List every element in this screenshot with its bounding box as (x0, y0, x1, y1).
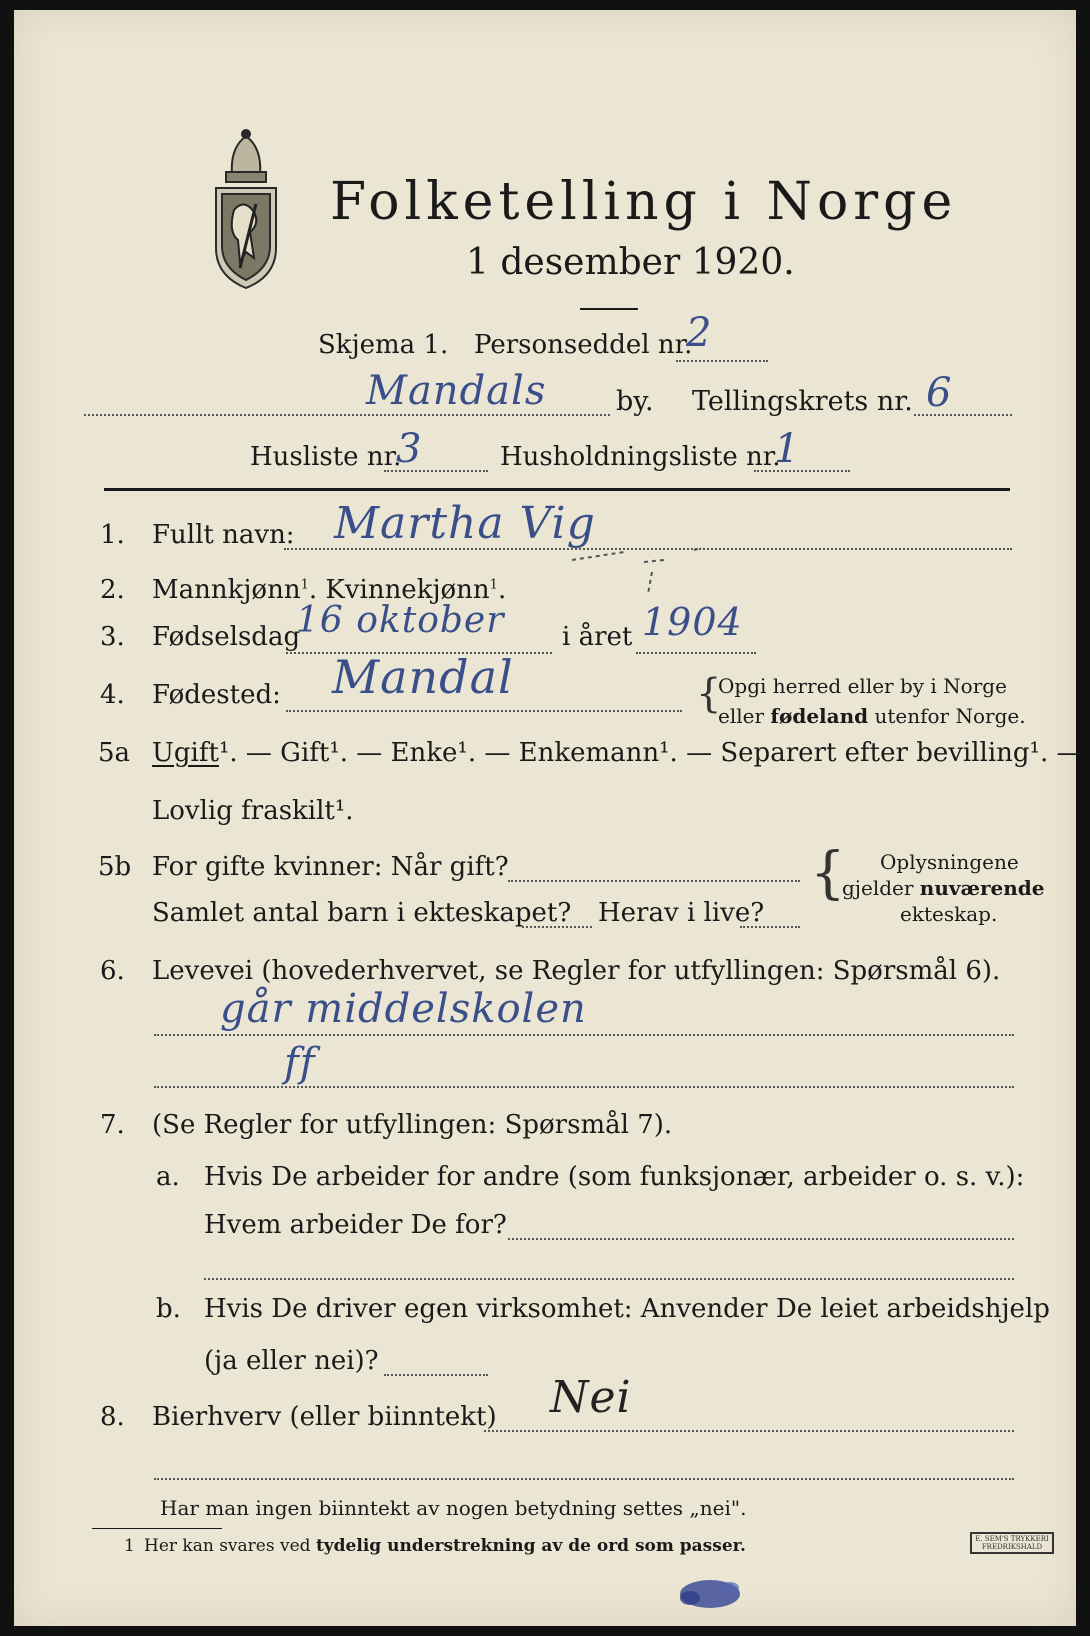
skjema-label: Skjema 1. (318, 330, 449, 360)
town-value: Mandals (366, 368, 547, 414)
q7-number: 7. (100, 1110, 125, 1140)
q8-line-1 (484, 1430, 1014, 1432)
q6-value: går middelskolen (220, 986, 587, 1032)
printer-stamp: E. SEM'S TRYKKERI FREDRIKSHALD (970, 1532, 1054, 1554)
q7a-text: Hvis De arbeider for andre (som funksjonær, arbeider o. s. v.): (204, 1162, 1025, 1192)
q5b-note-2: gjelder nuværende (842, 876, 1045, 900)
q7a-line-2 (204, 1278, 1014, 1280)
q3-label: Fødselsdag (152, 622, 301, 652)
q7b-line (384, 1374, 488, 1376)
personseddel-value: 2 (686, 310, 713, 356)
q8-number: 8. (100, 1402, 125, 1432)
header-rule (104, 488, 1010, 491)
husholdningsliste-label: Husholdningsliste nr. (500, 442, 781, 472)
q4-line (286, 710, 682, 712)
husholdningsliste-line (754, 470, 850, 472)
q1-number: 1. (100, 520, 125, 550)
personseddel-line (676, 360, 768, 362)
census-form-page (14, 10, 1083, 1626)
husliste-label: Husliste nr. (250, 442, 402, 472)
q5b-label-2: Samlet antal barn i ekteskapet? (152, 898, 572, 928)
footnote-text: Her kan svares ved tydelig understrekning av de ord som passer. (144, 1536, 746, 1556)
q2-mann: Mannkjønn (152, 575, 301, 605)
q6-mark: ff (284, 1040, 316, 1086)
q3-year-label: i året (562, 622, 633, 652)
q5a-options: Ugift¹. — Gift¹. — Enke¹. — Enkemann¹. — Separert efter bevilling¹. — (152, 738, 1083, 768)
q3-value: 16 oktober (296, 600, 505, 641)
husholdningsliste-value: 1 (774, 426, 801, 472)
q7a-line-1 (508, 1238, 1014, 1240)
q6-label: Levevei (hovederhvervet, se Regler for utfyllingen: Spørsmål 6). (152, 956, 1001, 986)
q7b-letter: b. (156, 1294, 181, 1324)
q4-note-2: eller fødeland utenfor Norge. (718, 704, 1026, 728)
q8-label: Bierhverv (eller biinntekt) (152, 1402, 497, 1432)
q5b-line-1 (508, 880, 800, 882)
q2-kvinne: Kvinnekjønn (325, 575, 490, 605)
form-title: Folketelling i Norge (330, 172, 958, 232)
q4-label: Fødested: (152, 680, 281, 710)
q7b-label: (ja eller nei)? (204, 1346, 379, 1376)
q6-number: 6. (100, 956, 125, 986)
q8-line-2 (154, 1478, 1014, 1480)
q3-year-line (636, 652, 756, 654)
q5a-line-2: Lovlig fraskilt¹. (152, 796, 354, 826)
q3-number: 3. (100, 622, 125, 652)
q7a-letter: a. (156, 1162, 180, 1192)
footnote-rule (92, 1528, 222, 1529)
q7-label: (Se Regler for utfyllingen: Spørsmål 7). (152, 1110, 673, 1140)
q5b-number: 5b (98, 852, 132, 882)
by-label: by. (616, 386, 654, 417)
q5b-label-1: For gifte kvinner: Når gift? (152, 852, 509, 882)
tellingskrets-value: 6 (926, 370, 953, 416)
q6-line-2 (154, 1086, 1014, 1088)
personseddel-label: Personseddel nr. (474, 330, 693, 360)
tellingskrets-label: Tellingskrets nr. (692, 386, 913, 417)
coat-of-arms-icon (210, 128, 282, 290)
ink-blot-icon (670, 1574, 750, 1614)
q7a-label: Hvem arbeider De for? (204, 1210, 507, 1240)
town-line (84, 414, 610, 416)
husliste-value: 3 (396, 426, 423, 472)
q1-value: Martha Vig (334, 498, 596, 549)
q4-brace: { (696, 671, 722, 717)
pencil-mark-icon (564, 542, 714, 602)
q4-value: Mandal (332, 650, 514, 704)
q5b-brace: { (810, 841, 846, 906)
q5a-ugift-underlined: Ugift (152, 738, 219, 768)
q5b-note-1: Oplysningene (880, 850, 1019, 874)
q5b-label-3: Herav i live? (598, 898, 765, 928)
q7b-text: Hvis De driver egen virksomhet: Anvender De leiet arbeidshjelp (204, 1294, 1050, 1324)
q5b-line-3 (740, 926, 800, 928)
q8-value: Nei (550, 1372, 632, 1423)
footnote-mark: 1 (124, 1536, 135, 1556)
q5a-number: 5a (98, 738, 131, 768)
q5b-note-3: ekteskap. (900, 902, 998, 926)
q5b-line-2 (522, 926, 592, 928)
q2-options: Mannkjønn$^1$. Kvinnekjønn$^1$. (152, 575, 507, 605)
q8-note: Har man ingen biinntekt av nogen betydning settes „nei". (160, 1496, 747, 1520)
q4-note-1: Opgi herred eller by i Norge (718, 674, 1007, 698)
census-date: 1 desember 1920. (466, 242, 795, 283)
title-divider (580, 308, 638, 310)
q3-year-value: 1904 (642, 600, 743, 644)
q1-label: Fullt navn: (152, 520, 295, 550)
q2-number: 2. (100, 575, 125, 605)
q6-line-1 (154, 1034, 1014, 1036)
q4-number: 4. (100, 680, 125, 710)
